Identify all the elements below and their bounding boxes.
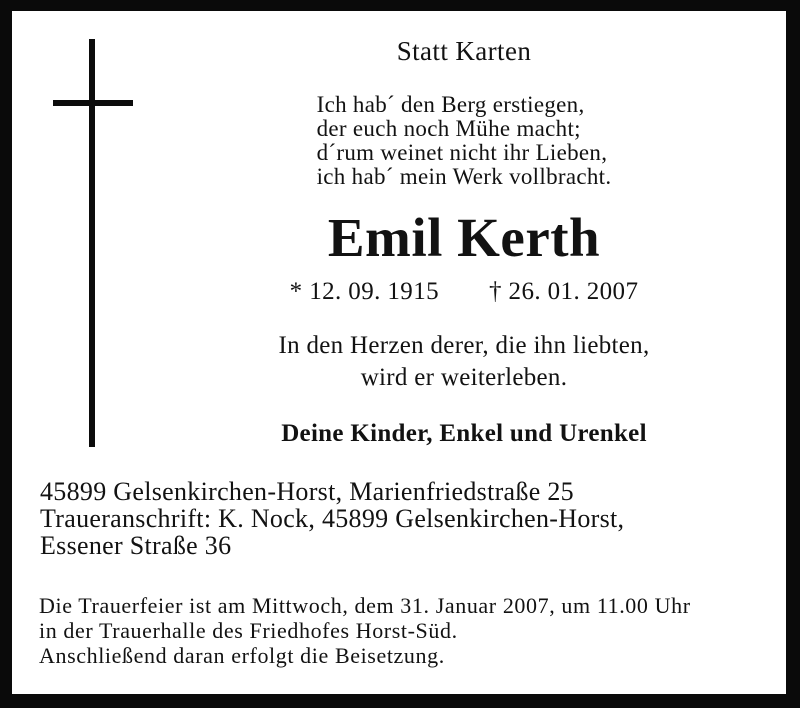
funeral-line: Die Trauerfeier ist am Mittwoch, dem 31. Januar 2007, um 11.00 Uhr	[39, 593, 691, 618]
poem-line: der euch noch Mühe macht;	[316, 116, 581, 141]
life-dates	[142, 278, 786, 306]
deceased-name: Emil Kerth	[327, 207, 601, 268]
tribute	[142, 330, 786, 394]
tribute-line: wird er weiterleben.	[360, 364, 568, 391]
poem	[142, 93, 786, 189]
mourners-line: Deine Kinder, Enkel und Urenkel	[281, 420, 647, 447]
funeral-info-block	[39, 593, 691, 668]
death-date: † 26. 01. 2007	[489, 278, 639, 305]
address-line: Traueranschrift: K. Nock, 45899 Gelsenkirchen-Horst,	[40, 504, 625, 533]
obituary-card	[12, 11, 786, 694]
tribute-line: In den Herzen derer, die ihn liebten,	[278, 332, 650, 359]
birth-date: * 12. 09. 1915	[289, 278, 439, 305]
poem-line: ich hab´ mein Werk vollbracht.	[316, 164, 612, 189]
funeral-line: Anschließend daran erfolgt die Beisetzung.	[39, 643, 445, 668]
poem-line: Ich hab´ den Berg erstiegen,	[316, 92, 585, 117]
poem-line: d´rum weinet nicht ihr Lieben,	[316, 140, 608, 165]
address-line: Essener Straße 36	[40, 531, 232, 560]
poem-text	[317, 93, 612, 189]
address-line: 45899 Gelsenkirchen-Horst, Marienfriedstraße 25	[40, 477, 574, 506]
cross-horizontal-bar	[53, 100, 133, 106]
funeral-line: in der Trauerhalle des Friedhofes Horst-Süd.	[39, 618, 458, 643]
address-block	[40, 478, 624, 559]
statt-karten-heading: Statt Karten	[396, 36, 532, 66]
